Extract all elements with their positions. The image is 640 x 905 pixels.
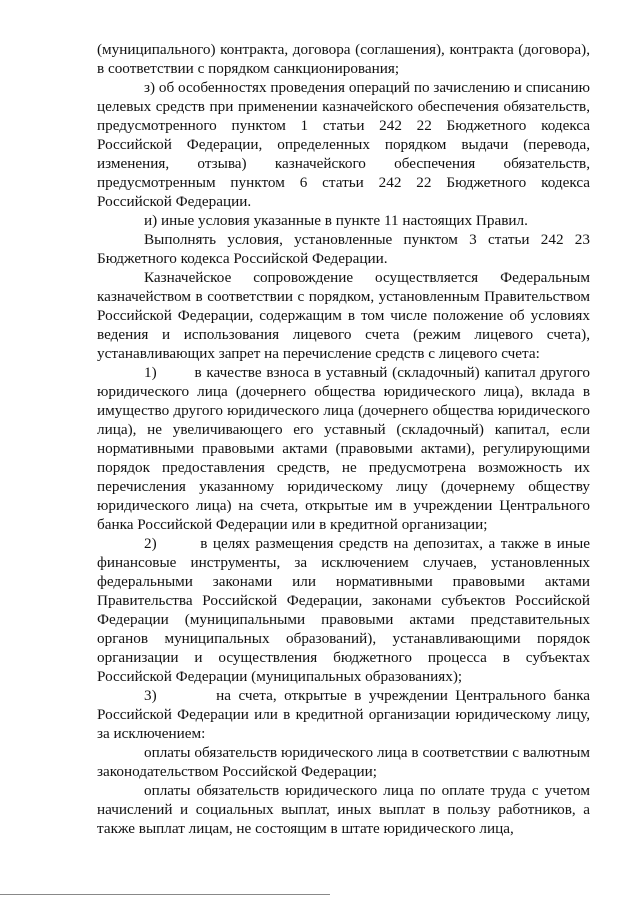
document-body bbox=[97, 40, 594, 838]
footer-divider bbox=[0, 894, 330, 895]
paragraph-item-3: 3) на счета, открытые в учреждении Центрального банка Российской Федерации или в кредитной организации юридическому лицу, за исключением: bbox=[97, 687, 594, 742]
paragraph-item-2: 2) в целях размещения средств на депозитах, а также в иные финансовые инструменты, за исключением случаев, установленных федеральными законами или нормативными правовыми актами Правительства Российской Федерации, законами субъектов Российской Федерации (муниципальными правовыми актами представительных органов муниципальных образований), устанавливающими порядок организации и осуществления бюджетного процесса в субъектах Российской Федерации (муниципальных образованиях); bbox=[97, 535, 594, 685]
paragraph-continuation: (муниципального) контракта, договора (соглашения), контракта (договора), в соответствии с порядком санкционирования; bbox=[97, 41, 590, 77]
paragraph-conditions: Выполнять условия, установленные пунктом 3 статьи 242 23 Бюджетного кодекса Российской Федерации. bbox=[97, 231, 590, 267]
paragraph-item-z: з) об особенностях проведения операций по зачислению и списанию целевых средств при применении казначейского обеспечения обязательств, предусмотренного пунктом 1 статьи 242 22 Бюджетного кодекса Российской Федерации, определенных порядком выдачи (перевода, изменения, отзыва) казначейского обеспечения обязательств, предусмотренным пунктом 6 статьи 242 22 Бюджетного кодекса Российской Федерации. bbox=[97, 79, 590, 210]
paragraph-item-1: 1) в качестве взноса в уставный (складочный) капитал другого юридического лица (дочернего общества юридического лица), вклада в имущество другого юридического лица (дочернего общества юридического лица), не увеличивающего его уставный (складочный) капитал, если нормативными правовыми актами (правовыми актами), регулирующими порядок предоставления средств, не предусмотрена возможность их перечисления указанному юридическому лицу (дочернему обществу юридического лица) на счета, открытые им в учреждении Центрального банка Российской Федерации или в кредитной организации; bbox=[97, 364, 594, 533]
paragraph-exception-payroll: оплаты обязательств юридического лица по оплате труда с учетом начислений и социальных выплат, иных выплат в пользу работников, а также выплат лицам, не состоящим в штате юридического лица, bbox=[97, 782, 590, 837]
paragraph-treasury-support: Казначейское сопровождение осуществляется Федеральным казначейством в соответствии с порядком, установленным Правительством Российской Федерации, содержащим в том числе положение об условиях ведения и использования лицевого счета (режим лицевого счета), устанавливающих запрет на перечисление средств с лицевого счета: bbox=[97, 269, 590, 362]
paragraph-exception-currency: оплаты обязательств юридического лица в соответствии с валютным законодательством Российской Федерации; bbox=[97, 744, 590, 780]
paragraph-item-i: и) иные условия указанные в пункте 11 настоящих Правил. bbox=[144, 212, 528, 229]
